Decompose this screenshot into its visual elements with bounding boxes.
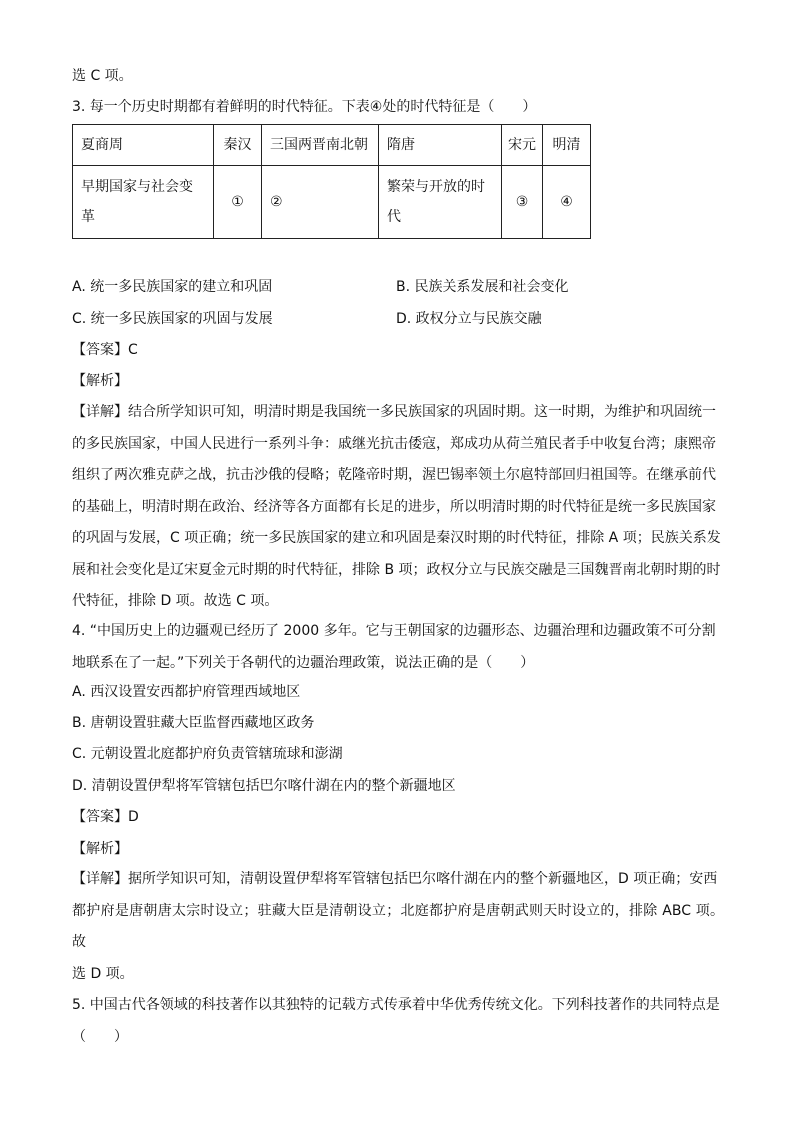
table-cell: ② xyxy=(262,166,379,239)
q4-detail xyxy=(72,864,724,990)
q4-analysis-label: 【解析】 xyxy=(72,841,128,857)
q4-option-b: B. 唐朝设置驻藏大臣监督西藏地区政务 xyxy=(72,715,315,731)
q3-answer: 【答案】C xyxy=(72,342,138,358)
q4-option-d: D. 清朝设置伊犁将军管辖包括巴尔喀什湖在内的整个新疆地区 xyxy=(72,778,456,794)
table-header-cell: 明清 xyxy=(543,125,591,166)
q3-option-b: B. 民族关系发展和社会变化 xyxy=(396,279,569,295)
table-cell: 繁荣与开放的时代 xyxy=(379,166,502,239)
q3-option-c: C. 统一多民族国家的巩固与发展 xyxy=(72,311,273,327)
era-table-header-row xyxy=(73,125,591,166)
table-cell: ③ xyxy=(502,166,543,239)
era-table-body-row xyxy=(73,166,591,239)
q4-option-c: C. 元朝设置北庭都护府负责管辖琉球和澎湖 xyxy=(72,746,343,762)
stem-line: 地联系在了一起。”下列关于各朝代的边疆治理政策，说法正确的是（ ） xyxy=(72,654,535,671)
detail-line: 【详解】结合所学知识可知，明清时期是我国统一多民族国家的巩固时期。这一时期，为维护和巩固统一 xyxy=(72,404,716,420)
table-cell: ④ xyxy=(543,166,591,239)
stem-line: 5. 中国古代各领域的科技著作以其独特的记载方式传承着中华优秀传统文化。下列科技著作的共同特点是 xyxy=(72,997,720,1013)
table-header-cell: 三国两晋南北朝 xyxy=(262,125,379,166)
q5-stem xyxy=(72,990,724,1053)
table-header-cell: 夏商周 xyxy=(73,125,214,166)
q4-answer: 【答案】D xyxy=(72,809,139,825)
detail-line: 代特征，排除 D 项。故选 C 项。 xyxy=(72,593,279,609)
detail-line: 组织了两次雅克萨之战，抗击沙俄的侵略；乾隆帝时期，渥巴锡率领土尔扈特部回归祖国等。在继承前代 xyxy=(72,467,716,483)
q3-stem: 3. 每一个历史时期都有着鲜明的时代特征。下表④处的时代特征是（ ） xyxy=(72,99,537,115)
detail-line: 展和社会变化是辽宋夏金元时期的时代特征，排除 B 项；政权分立与民族交融是三国魏晋南北朝时期的时 xyxy=(72,561,721,578)
q3-detail xyxy=(72,397,724,618)
stem-line: 4. “中国历史上的边疆观已经历了 2000 多年。它与王朝国家的边疆形态、边疆治理和边疆政策不可分割 xyxy=(72,623,716,639)
previous-answer-tail: 选 C 项。 xyxy=(72,68,133,84)
stem-line: （ ） xyxy=(72,1028,128,1045)
detail-line: 的多民族国家，中国人民进行一系列斗争：戚继光抗击倭寇，郑成功从荷兰殖民者手中收复台湾；康熙帝 xyxy=(72,435,716,452)
q4-option-a: A. 西汉设置安西都护府管理西域地区 xyxy=(72,684,301,700)
table-cell: 早期国家与社会变革 xyxy=(73,166,214,239)
table-header-cell: 秦汉 xyxy=(214,125,262,166)
detail-line: 的基础上，明清时期在政治、经济等各方面都有长足的进步，所以明清时期的时代特征是统一多民族国家 xyxy=(72,498,716,515)
q4-stem xyxy=(72,616,724,679)
detail-line: 【详解】据所学知识可知，清朝设置伊犁将军管辖包括巴尔喀什湖在内的整个新疆地区，D 项正确；安西 xyxy=(72,871,718,887)
detail-line: 选 D 项。 xyxy=(72,965,134,982)
q3-option-d: D. 政权分立与民族交融 xyxy=(396,311,542,327)
table-cell: ① xyxy=(214,166,262,239)
detail-line: 都护府是唐朝唐太宗时设立；驻藏大臣是清朝设立；北庭都护府是唐朝武则天时设立的，排除 ABC 项。故 xyxy=(72,902,724,950)
q3-option-a: A. 统一多民族国家的建立和巩固 xyxy=(72,279,273,295)
detail-line: 的巩固与发展，C 项正确；统一多民族国家的建立和巩固是秦汉时期的时代特征，排除 A 项；民族关系发 xyxy=(72,530,721,546)
era-table xyxy=(72,124,591,239)
table-header-cell: 隋唐 xyxy=(379,125,502,166)
q3-analysis-label: 【解析】 xyxy=(72,373,128,389)
table-header-cell: 宋元 xyxy=(502,125,543,166)
